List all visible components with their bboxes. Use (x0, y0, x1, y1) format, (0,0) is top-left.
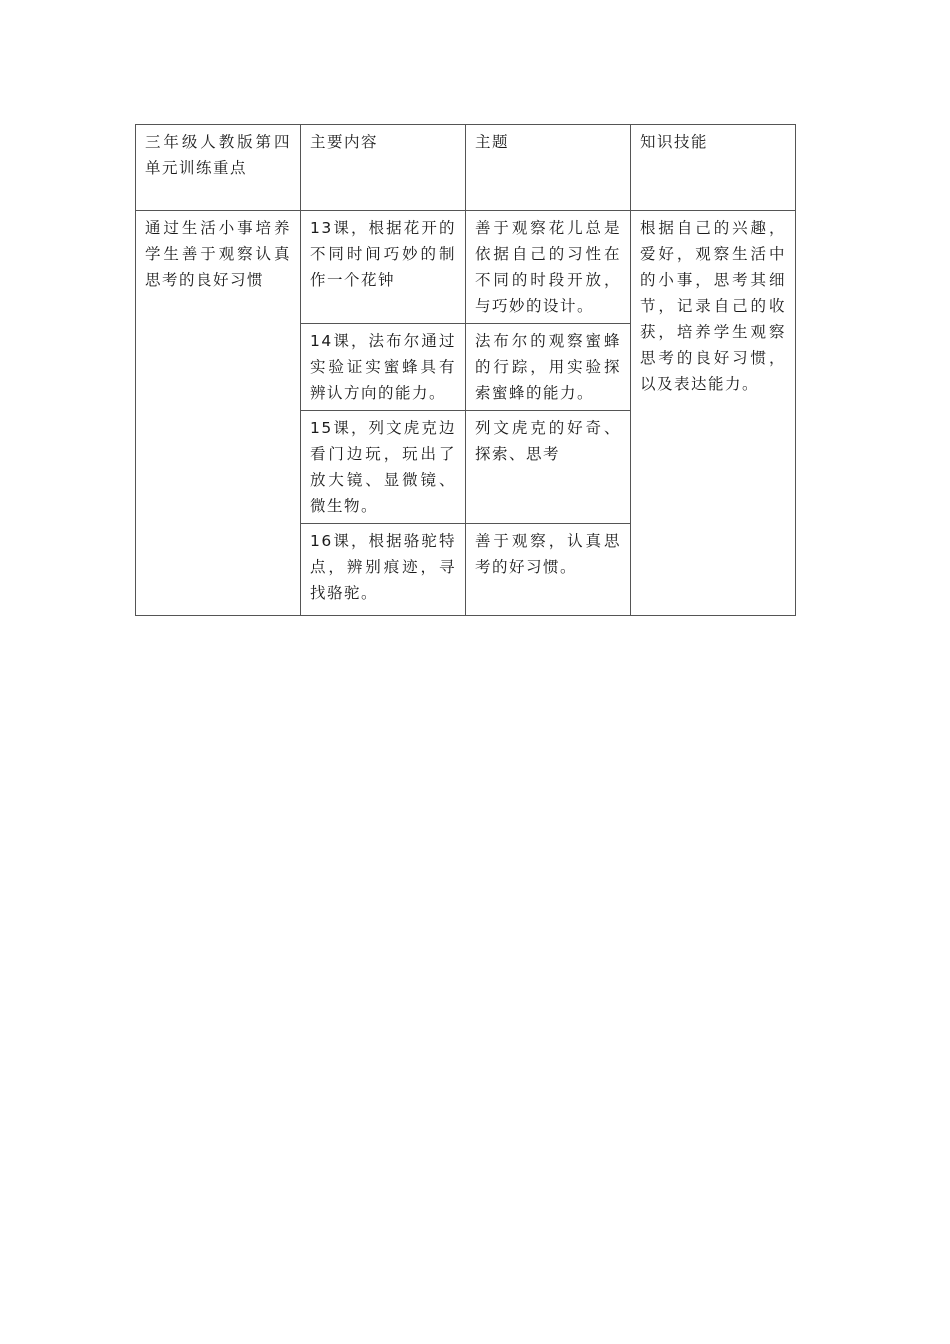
lesson-16-content-cell: 16课，根据骆驼特点，辨别痕迹，寻找骆驼。 (301, 524, 466, 616)
lesson-plan-table (135, 124, 796, 616)
header-skills-cell: 知识技能 (631, 125, 796, 211)
lesson-14-theme-cell: 法布尔的观察蜜蜂的行踪，用实验探索蜜蜂的能力。 (466, 324, 631, 411)
lesson-16-theme-cell: 善于观察，认真思考的好习惯。 (466, 524, 631, 616)
lesson-15-theme-cell: 列文虎克的好奇、探索、思考 (466, 411, 631, 524)
header-theme-cell: 主题 (466, 125, 631, 211)
skills-cell: 根据自己的兴趣，爱好，观察生活中的小事，思考其细节，记录自己的收获，培养学生观察思考的良好习惯，以及表达能力。 (631, 211, 796, 616)
header-unit-cell: 三年级人教版第四单元训练重点 (136, 125, 301, 211)
lesson-15-content-cell: 15课，列文虎克边看门边玩，玩出了放大镜、显微镜、微生物。 (301, 411, 466, 524)
lesson-14-content-cell: 14课，法布尔通过实验证实蜜蜂具有辨认方向的能力。 (301, 324, 466, 411)
lesson-13-theme-cell: 善于观察花儿总是依据自己的习性在不同的时段开放，与巧妙的设计。 (466, 211, 631, 324)
table-row (136, 211, 796, 324)
lesson-13-content-cell: 13课，根据花开的不同时间巧妙的制作一个花钟 (301, 211, 466, 324)
focus-cell: 通过生活小事培养学生善于观察认真思考的良好习惯 (136, 211, 301, 616)
header-content-cell: 主要内容 (301, 125, 466, 211)
table-header-row (136, 125, 796, 211)
